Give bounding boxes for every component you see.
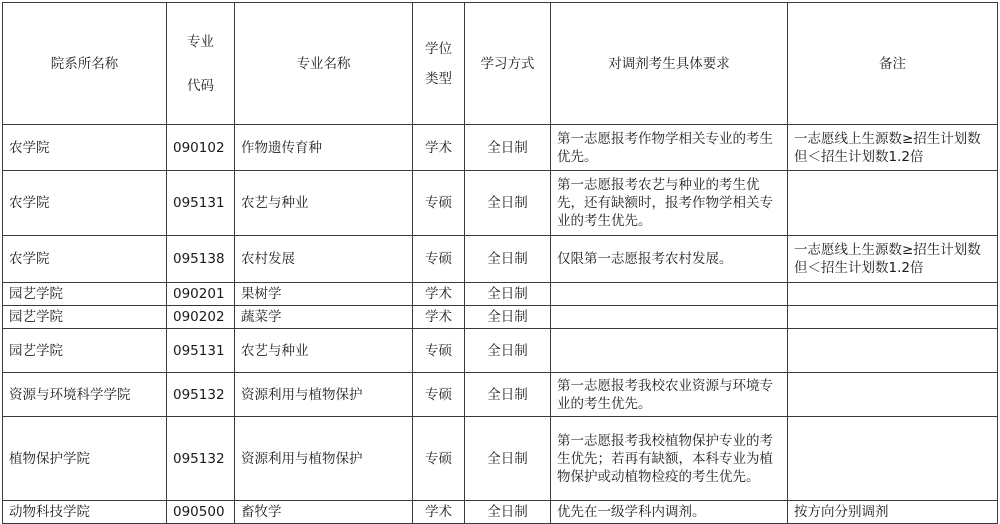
cell-major: 畜牧学 [235,501,413,524]
cell-degree: 学术 [413,501,465,524]
cell-major: 资源利用与植物保护 [235,373,413,417]
cell-requirement [551,329,788,373]
header-requirement: 对调剂考生具体要求 [551,3,788,125]
cell-requirement: 第一志愿报考我校农业资源与环境专业的考生优先。 [551,373,788,417]
cell-code: 095131 [167,329,235,373]
cell-remark [788,329,998,373]
cell-major: 果树学 [235,283,413,306]
cell-remark: 一志愿线上生源数≥招生计划数但＜招生计划数1.2倍 [788,125,998,171]
header-study: 学习方式 [465,3,551,125]
header-college: 院系所名称 [3,3,167,125]
cell-requirement: 优先在一级学科内调剂。 [551,501,788,524]
cell-degree: 学术 [413,306,465,329]
cell-study: 全日制 [465,501,551,524]
cell-study: 全日制 [465,373,551,417]
cell-degree: 专硕 [413,171,465,236]
cell-college: 农学院 [3,236,167,283]
header-degree: 学位 类型 [413,3,465,125]
table-row [3,306,998,329]
cell-college: 园艺学院 [3,283,167,306]
cell-code: 090202 [167,306,235,329]
table-row [3,283,998,306]
adjustment-table [2,2,998,524]
cell-code: 090201 [167,283,235,306]
cell-major: 作物遗传育种 [235,125,413,171]
cell-requirement: 第一志愿报考农艺与种业的考生优先，还有缺额时，报考作物学相关专业的考生优先。 [551,171,788,236]
cell-remark [788,373,998,417]
cell-code: 095131 [167,171,235,236]
cell-code: 095132 [167,417,235,501]
cell-major: 蔬菜学 [235,306,413,329]
cell-requirement [551,283,788,306]
table-row [3,171,998,236]
cell-remark [788,283,998,306]
cell-remark [788,417,998,501]
cell-study: 全日制 [465,171,551,236]
cell-college: 动物科技学院 [3,501,167,524]
cell-study: 全日制 [465,329,551,373]
cell-code: 095132 [167,373,235,417]
table-row [3,236,998,283]
cell-college: 园艺学院 [3,306,167,329]
cell-college: 植物保护学院 [3,417,167,501]
cell-degree: 学术 [413,283,465,306]
cell-requirement: 第一志愿报考作物学相关专业的考生优先。 [551,125,788,171]
cell-remark [788,171,998,236]
cell-study: 全日制 [465,417,551,501]
cell-degree: 学术 [413,125,465,171]
header-remark: 备注 [788,3,998,125]
cell-degree: 专硕 [413,236,465,283]
table-row [3,373,998,417]
cell-degree: 专硕 [413,417,465,501]
cell-degree: 专硕 [413,329,465,373]
cell-requirement: 第一志愿报考我校植物保护专业的考生优先；若再有缺额，本科专业为植物保护或动植物检疫的考生优先。 [551,417,788,501]
cell-study: 全日制 [465,306,551,329]
cell-major: 农村发展 [235,236,413,283]
cell-study: 全日制 [465,236,551,283]
cell-college: 农学院 [3,171,167,236]
cell-remark [788,306,998,329]
cell-degree: 专硕 [413,373,465,417]
cell-major: 资源利用与植物保护 [235,417,413,501]
cell-study: 全日制 [465,283,551,306]
cell-college: 园艺学院 [3,329,167,373]
cell-code: 090500 [167,501,235,524]
table-row [3,417,998,501]
cell-requirement: 仅限第一志愿报考农村发展。 [551,236,788,283]
cell-major: 农艺与种业 [235,329,413,373]
cell-code: 090102 [167,125,235,171]
header-row [3,3,998,125]
cell-college: 农学院 [3,125,167,171]
header-major: 专业名称 [235,3,413,125]
cell-remark: 一志愿线上生源数≥招生计划数但＜招生计划数1.2倍 [788,236,998,283]
table-row [3,501,998,524]
cell-college: 资源与环境科学学院 [3,373,167,417]
table-row [3,329,998,373]
table-row [3,125,998,171]
cell-remark: 按方向分别调剂 [788,501,998,524]
cell-requirement [551,306,788,329]
cell-study: 全日制 [465,125,551,171]
header-code: 专业 代码 [167,3,235,125]
cell-major: 农艺与种业 [235,171,413,236]
cell-code: 095138 [167,236,235,283]
